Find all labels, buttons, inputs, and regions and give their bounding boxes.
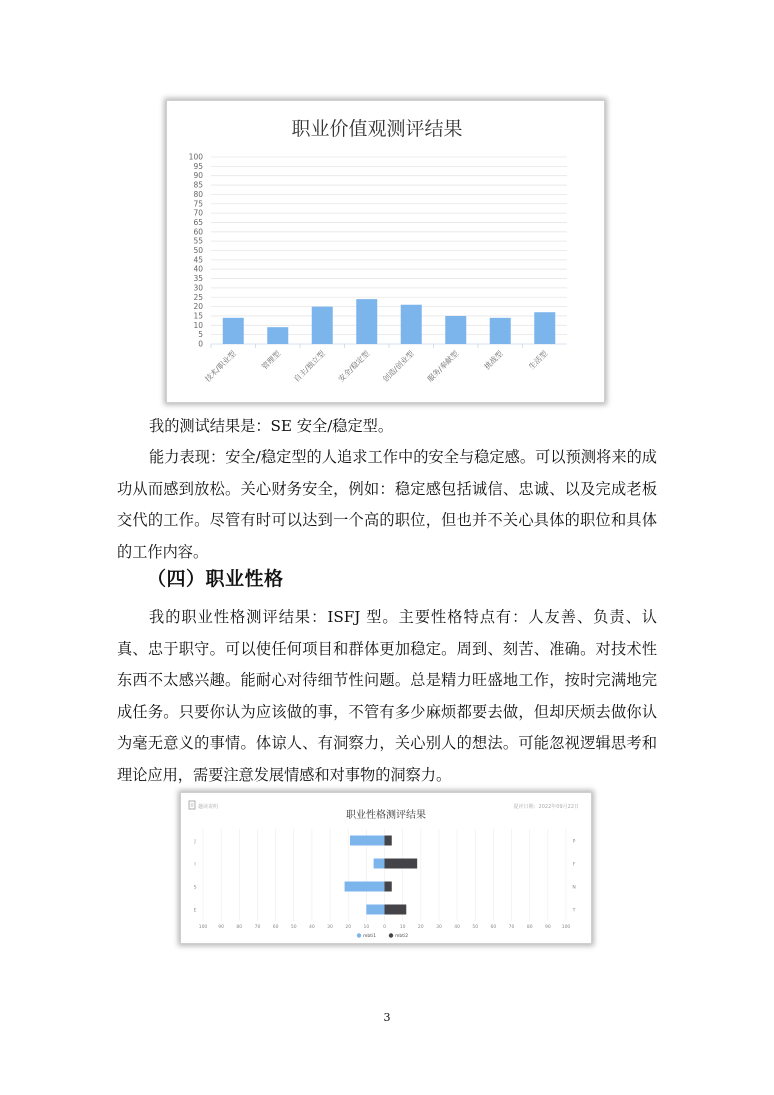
personality-bar-mbti1: [350, 836, 384, 846]
values-y-tick-label: 100: [188, 152, 203, 162]
values-y-tick-label: 25: [193, 292, 203, 302]
values-y-tick-label: 70: [193, 208, 203, 218]
section-heading: （四）职业性格: [147, 568, 284, 590]
values-x-tick-label: 挑战型: [482, 349, 505, 372]
personality-x-tick-label: 90: [218, 925, 225, 930]
values-y-tick-label: 80: [193, 189, 203, 199]
personality-x-tick-label: 30: [327, 925, 333, 930]
values-x-tick-label: 服务/奉献型: [425, 349, 461, 384]
personality-bar-mbti2: [385, 836, 392, 846]
values-chart: [166, 100, 605, 403]
values-x-tick-label: 创造/创业型: [380, 349, 416, 384]
values-chart-svg: [167, 101, 604, 402]
values-y-tick-label: 65: [193, 217, 203, 227]
values-chart-title: 职业价值观测评结果: [291, 118, 463, 140]
legend-marker-mbti2: [389, 933, 393, 937]
values-bar: [534, 312, 555, 344]
values-x-tick-label: 自主/独立型: [291, 349, 327, 384]
personality-x-tick-label: 100: [198, 925, 208, 930]
personality-left-label: S: [193, 885, 197, 891]
personality-x-tick-label: 10: [399, 925, 406, 930]
values-y-tick-label: 5: [198, 330, 203, 340]
personality-x-tick-label: 90: [544, 925, 551, 930]
values-bar: [356, 299, 377, 344]
values-x-tick-label: 管理型: [259, 349, 283, 372]
personality-right-label: T: [572, 908, 576, 914]
personality-x-tick-label: 100: [561, 925, 571, 930]
values-y-tick-label: 30: [193, 283, 203, 293]
personality-chart: [180, 792, 592, 944]
values-y-tick-label: 75: [193, 199, 203, 209]
values-y-tick-label: 45: [193, 255, 203, 265]
values-y-tick-label: 15: [193, 311, 203, 321]
values-y-tick-label: 90: [193, 171, 203, 181]
personality-bar-mbti2: [385, 859, 418, 869]
personality-x-tick-label: 60: [490, 925, 497, 930]
personality-left-label: J: [194, 839, 196, 845]
personality-x-tick-label: 80: [526, 925, 533, 930]
values-y-tick-label: 60: [193, 227, 203, 237]
values-x-tick-label: 生活型: [526, 349, 550, 372]
page-number: 3: [383, 1011, 391, 1024]
personality-left-label: E: [193, 908, 197, 914]
personality-paragraph: 我的职业性格测评结果：ISFJ 型。主要性格特点有：人友善、负责、认真、忠于职守。可以使任何项目和群体更加稳定。周到、刻苦、准确。对技术性东西不太感兴趣。能耐心对待细节性问题。总是精力旺盛地工作，按时完满地完成任务。只要你认为应该做的事，不管有多少麻烦都要去做，但却厌烦去做你认为毫无意义的事情。体谅人、有洞察力，关心别人的想法。可能忽视逻辑思考和理论应用，需要注意发展情感和对事物的洞察力。: [117, 608, 657, 784]
values-x-tick-label: 安全/稳定型: [336, 349, 372, 384]
legend-label-mbti1: mbti1: [363, 934, 377, 939]
personality-bar-mbti1: [366, 905, 384, 915]
personality-x-tick-label: 50: [290, 925, 297, 930]
personality-x-tick-label: 10: [363, 925, 370, 930]
personality-x-tick-label: 30: [436, 925, 442, 930]
personality-bar-mbti1: [345, 882, 385, 892]
values-y-tick-label: 0: [198, 339, 203, 349]
personality-x-tick-label: 40: [309, 925, 315, 930]
personality-bar-mbti1: [374, 859, 385, 869]
personality-chart-title: 职业性格测评结果: [346, 810, 426, 821]
values-bar: [223, 318, 244, 344]
personality-right-label: F: [572, 862, 576, 868]
personality-x-tick-label: 60: [272, 925, 279, 930]
values-bar: [445, 316, 466, 344]
report-icon: [189, 801, 195, 809]
ability-paragraph: 能力表现：安全/稳定型的人追求工作中的安全与稳定感。可以预测将来的成功从而感到放松。关心财务安全，例如：稳定感包括诚信、忠诚、以及完成老板交代的工作。尽管有时可以达到一个高的职位，但也并不关心具体的职位和具体的工作内容。: [117, 448, 657, 561]
personality-chart-svg: [181, 793, 591, 943]
values-bar: [267, 327, 288, 344]
result-line: 我的测试结果是：SE 安全/稳定型。: [149, 417, 394, 435]
personality-x-tick-label: 70: [508, 925, 515, 930]
values-bar: [401, 305, 422, 344]
legend-marker-mbti1: [357, 933, 361, 937]
personality-x-tick-label: 80: [236, 925, 243, 930]
personality-x-tick-label: 70: [254, 925, 261, 930]
values-y-tick-label: 35: [193, 274, 203, 284]
personality-bar-mbti2: [385, 882, 392, 892]
values-bar: [312, 307, 333, 344]
values-y-tick-label: 85: [193, 180, 203, 190]
personality-x-tick-label: 50: [472, 925, 479, 930]
personality-x-tick-label: 0: [383, 925, 386, 930]
values-y-tick-label: 10: [193, 320, 203, 330]
personality-right-label: P: [572, 839, 576, 845]
values-y-tick-label: 20: [193, 302, 203, 312]
values-y-tick-label: 95: [193, 161, 203, 171]
personality-right-label: N: [572, 885, 576, 891]
values-y-tick-label: 55: [193, 236, 203, 246]
personality-x-tick-label: 40: [454, 925, 460, 930]
personality-left-label: I: [194, 862, 196, 868]
chart-header-left: 趣读说明: [198, 804, 219, 810]
chart-header-right: 提评日期：2022年09月22日: [513, 804, 579, 810]
personality-x-tick-label: 20: [345, 925, 352, 930]
personality-bar-mbti2: [385, 905, 407, 915]
legend-label-mbti2: mbti2: [395, 934, 409, 939]
personality-x-tick-label: 20: [417, 925, 424, 930]
values-x-tick-label: 技术/职业型: [202, 349, 238, 384]
values-y-tick-label: 40: [193, 264, 203, 274]
values-y-tick-label: 50: [193, 246, 203, 255]
values-bar: [490, 318, 511, 344]
